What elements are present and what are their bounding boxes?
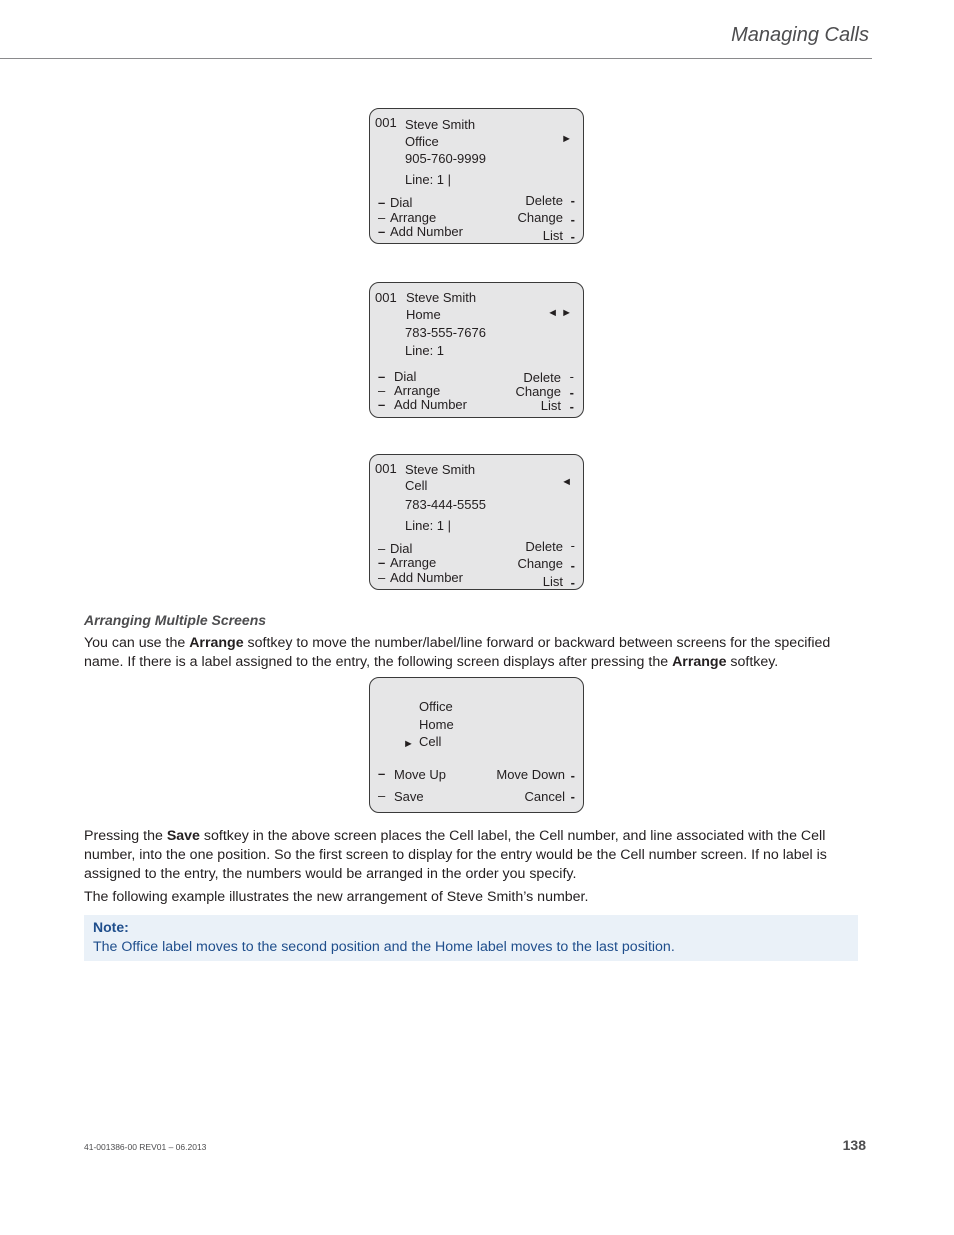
note-title: Note: <box>93 919 129 935</box>
softkey-dash-icon: – <box>378 383 386 398</box>
softkey-delete[interactable]: Delete <box>523 370 561 385</box>
softkey-dash-icon: – <box>378 788 386 803</box>
softkey-add-number[interactable]: Add Number <box>390 570 463 585</box>
paragraph-arrange <box>84 634 864 672</box>
entry-index: 001 <box>375 461 397 476</box>
text-run: softkey to move the number/label/line forward or backward between screens for the specified name. If there is a label assigned to the entry, the following screen displays after pressing the <box>84 635 831 670</box>
phone-number: 783-555-7676 <box>405 325 486 340</box>
text-run: softkey. <box>726 654 779 670</box>
softkey-dash-icon: - <box>570 193 575 208</box>
softkey-dash-icon: – <box>378 369 386 384</box>
softkey-dash-icon: - <box>570 575 575 590</box>
softkey-dash-icon: – <box>378 766 386 781</box>
line-text: Line: 1 | <box>405 518 452 533</box>
label-text: Home <box>406 307 441 322</box>
label-text: Office <box>405 134 439 149</box>
entry-index: 001 <box>375 290 397 305</box>
softkey-dash-icon: – <box>378 555 386 570</box>
footer-doc-id: 41-001386-00 REV01 – 06.2013 <box>84 1142 207 1152</box>
note-box <box>84 915 858 961</box>
softkey-dash-icon: - <box>569 385 574 400</box>
softkey-dash-icon: - <box>570 768 575 783</box>
softkey-dash-icon: – <box>378 397 386 412</box>
line-text: Line: 1 | <box>405 172 452 187</box>
softkey-dial[interactable]: Dial <box>394 369 417 384</box>
softkey-dash-icon: – <box>378 195 386 210</box>
softkey-list[interactable]: List <box>540 398 561 413</box>
contact-name: Steve Smith <box>405 462 476 477</box>
left-arrow-icon: ◄ <box>561 476 572 488</box>
softkey-move-up[interactable]: Move Up <box>394 767 447 782</box>
softkey-dash-icon: – <box>378 224 386 239</box>
softkey-change[interactable]: Change <box>515 384 561 399</box>
softkey-delete[interactable]: Delete <box>525 539 563 554</box>
softkey-dash-icon: - <box>569 399 574 414</box>
phone-number: 783-444-5555 <box>405 497 486 512</box>
softkey-dash-icon: – <box>378 541 386 556</box>
softkey-list[interactable]: List <box>542 574 563 589</box>
softkey-add-number[interactable]: Add Number <box>394 397 467 412</box>
text-run: You can use the <box>84 635 190 651</box>
left-right-arrows-icon: ◄ ► <box>547 307 572 319</box>
softkey-delete[interactable]: Delete <box>525 193 563 208</box>
softkey-move-down[interactable]: Move Down <box>496 767 565 782</box>
softkey-dash-icon: - <box>570 229 575 244</box>
softkey-change[interactable]: Change <box>517 210 563 225</box>
softkey-dash-icon: - <box>569 369 574 384</box>
softkey-dash-icon: - <box>570 212 575 227</box>
bold-term: Arrange <box>672 654 727 670</box>
phone-number: 905-760-9999 <box>405 151 486 166</box>
bold-term: Save <box>166 828 200 844</box>
label-text: Cell <box>405 478 428 493</box>
contact-name: Steve Smith <box>406 290 477 305</box>
softkey-cancel[interactable]: Cancel <box>524 789 565 804</box>
softkey-dash-icon: - <box>570 558 575 573</box>
softkey-dial[interactable]: Dial <box>390 541 413 556</box>
softkey-dash-icon: – <box>378 570 386 585</box>
softkey-save[interactable]: Save <box>394 789 424 804</box>
text-run: softkey in the above screen places the Cell label, the Cell number, and line associated with the Cell number, into the one position. So the first screen to display for the entry would be the Cell number screen. If no label is assigned to the entry, the numbers would be arranged in the order you specify. <box>84 828 827 882</box>
softkey-change[interactable]: Change <box>517 556 563 571</box>
softkey-dash-icon: - <box>570 789 575 804</box>
phone-screen-cell <box>369 454 584 590</box>
softkey-arrange[interactable]: Arrange <box>390 210 437 225</box>
note-text: The Office label moves to the second position and the Home label moves to the last position. <box>93 939 675 955</box>
phone-screen-arrange <box>369 677 584 813</box>
label-item-office: Office <box>419 699 453 714</box>
page-header-title: Managing Calls <box>731 24 869 46</box>
phone-screen-home <box>369 282 584 418</box>
page-number: 138 <box>842 1137 866 1153</box>
contact-name: Steve Smith <box>405 117 476 132</box>
label-item-cell: Cell <box>419 734 442 749</box>
softkey-dial[interactable]: Dial <box>390 195 413 210</box>
text-run: Pressing the <box>84 828 167 844</box>
softkey-dash-icon: – <box>378 210 386 225</box>
header-rule <box>0 58 872 59</box>
section-heading: Arranging Multiple Screens <box>84 612 267 628</box>
right-arrow-icon: ► <box>561 133 572 145</box>
softkey-dash-icon: - <box>570 538 575 553</box>
entry-index: 001 <box>375 115 397 130</box>
label-item-home: Home <box>419 717 454 732</box>
pointer-icon: ► <box>403 738 414 750</box>
paragraph-save <box>84 827 864 884</box>
bold-term: Arrange <box>189 635 244 651</box>
phone-screen-office <box>369 108 584 244</box>
softkey-arrange[interactable]: Arrange <box>390 555 437 570</box>
softkey-list[interactable]: List <box>542 228 563 243</box>
softkey-add-number[interactable]: Add Number <box>390 224 463 239</box>
line-text: Line: 1 <box>405 343 445 358</box>
paragraph-example: The following example illustrates the new arrangement of Steve Smith’s number. <box>84 889 589 905</box>
softkey-arrange[interactable]: Arrange <box>394 383 441 398</box>
